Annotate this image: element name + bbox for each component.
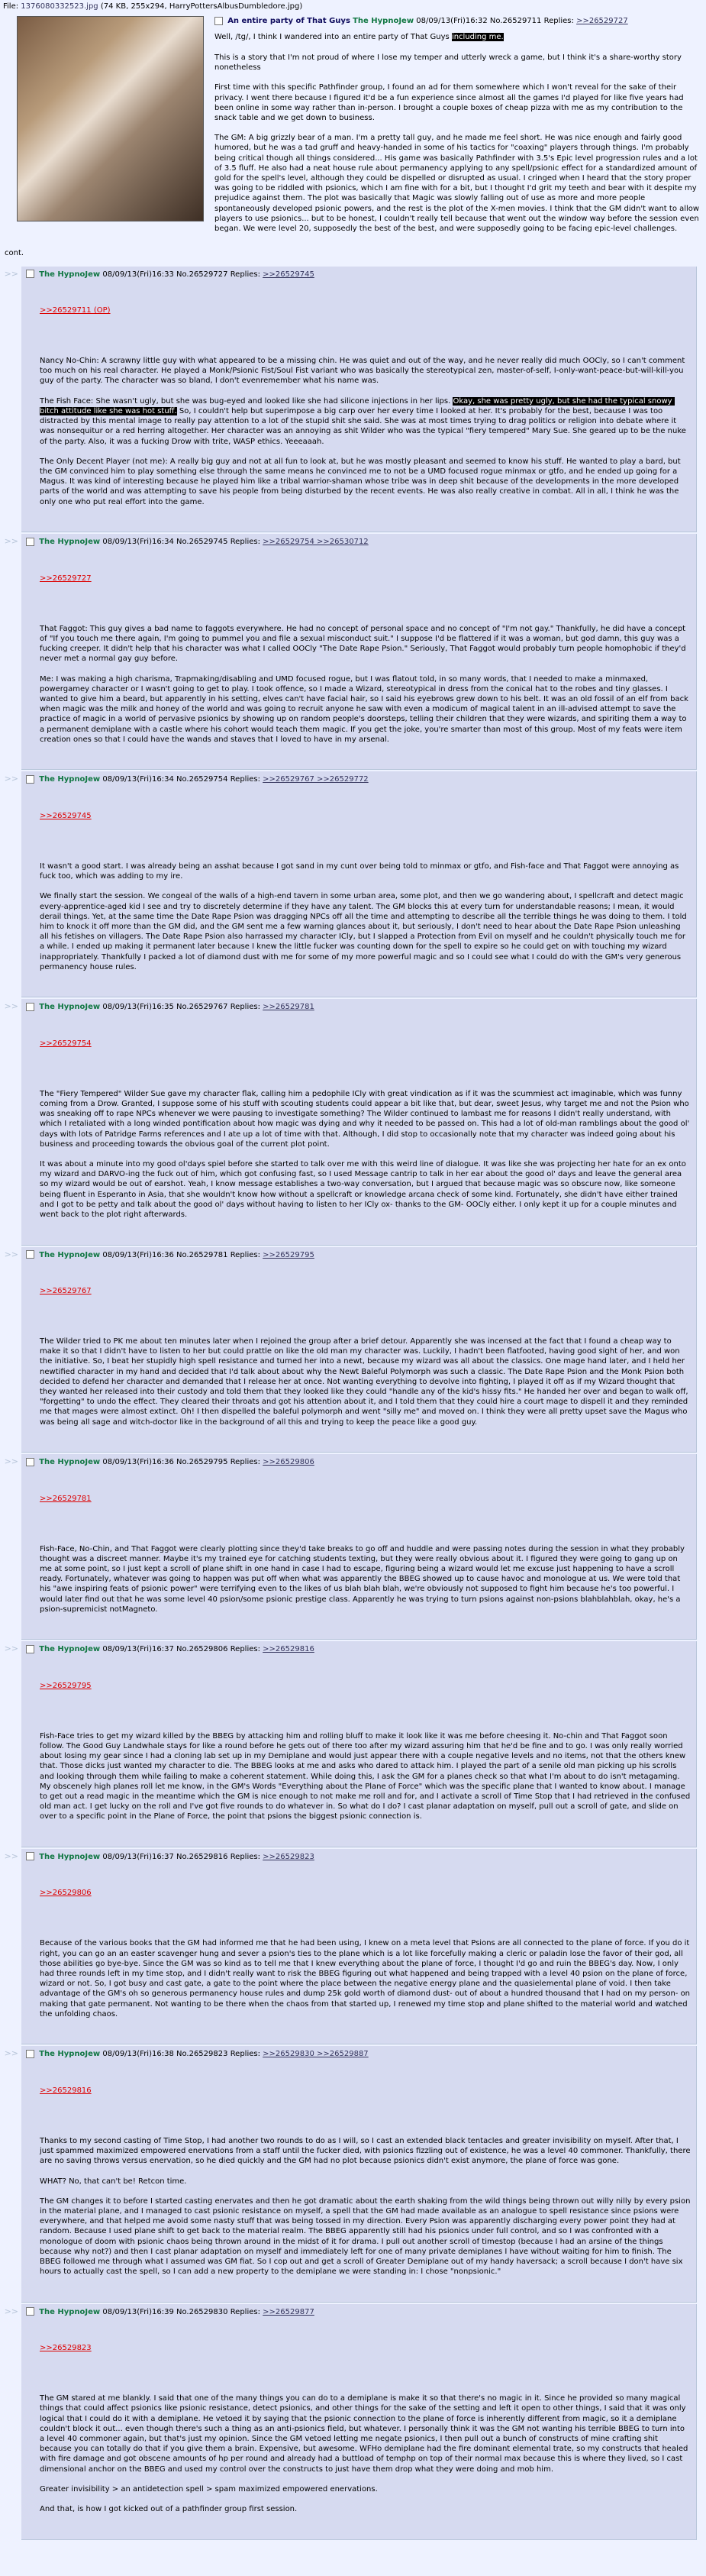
- reply-paragraph: We finally start the session. We congeal of the walls of a high-end tavern in some urban area, some plot, and then we go wandering about, I spellcraft and detect magic every-apprentice-aged kid I see and try to discretely determine if they have any talent. The GM blocks this at every turn for understandable reasons; I mean, it would derail things. Yet, at the same time the Date Rape Psion was dragging NPCs off all the time and attempting to describe all the terrible things he was doing to them. I told him to knock it off more than the GM did, and the GM sent me a few warning glances about it, but seriously, I don't need to hear about the Date Rape Psion unleashing all his fetishes on villagers. The Date Rape Psion also harrassed my character ICly, but I slapped a Protection from Evil on myself and he couldn't physically touch me for a while. I ended up making it permanent later because I knew the little fucker was counting down for the spell to expire so he could get on with touching my wizard inappropriately. Thankfully I packed a lot of diamond dust with me for some of my more powerful magic and so I could see what I could do with the GM's very generous permanency house rules.: [40, 892, 689, 971]
- reply-quote-link[interactable]: >>26529806: [40, 1889, 92, 1898]
- reply-datetime[interactable]: 08/09/13(Fri)16:33 No.26529727: [102, 270, 228, 279]
- reply-replies-link[interactable]: >>26529745: [263, 270, 314, 279]
- reply-name: The HypnoJew: [39, 1250, 101, 1259]
- reply-quote-link[interactable]: >>26529711 (OP): [40, 306, 111, 315]
- reply-replies-label: Replies:: [230, 2307, 260, 2316]
- reply-checkbox[interactable]: [26, 270, 34, 278]
- reply-checkbox[interactable]: [26, 2307, 34, 2316]
- reply-post: [21, 267, 697, 533]
- reply-arrow-icon: >>: [4, 774, 18, 784]
- reply-post: [21, 771, 697, 997]
- reply-paragraph: The GM changes it to before I started casting enervates and then he got dramatic about the earth shaking from the wild things being thrown out willy nilly by every psion in the material plane, and I managed to cast psionic resistance on myself, a spell that the GM had made available as an analogue to spell resistance since psions were everywhere, and that helped me avoid some nasty stuff that was being tossed in my direction. Every Psion was apparently discharging every power point they had at random. Because I used plane shift to get back to the material realm. The BBEG apparently still had his psionics under full control, and so I was confronted with a monologue of doom with psionic chaos being thrown around in the midst of it for drama. I pull out another scroll of timestop (because I had an arsine of the things because why not?) and then I cast planar adaptation on myself and immediately left for one of many private demiplanes I have without waiting for him to finish. The BBEG followed me through what I assumed was GM fiat. So I cop out and get a scroll of Greater Demiplane out of my handy haversack; a scroll because I don't have six hours to actually cast the spell, so I can add a new property to the demiplane we were standing in: I chose "nonpsionic.": [40, 2196, 693, 2277]
- op-para-3: First time with this specific Pathfinder group, I found an ad for them somewhere which I won't reveal for the sake of their privacy. I went there because I figured it'd be a fun experience since almost all the games I'd played for like five years had been online in some way rather than in-person. I brought a couple boxes of cheap pizza with me as my contribution to the snack table and we get down to business.: [214, 83, 684, 122]
- file-label: File:: [3, 2, 19, 11]
- reply-quote-link[interactable]: >>26529795: [40, 1681, 92, 1690]
- reply-paragraph: Fish-Face, No-Chin, and That Faggot were clearly plotting since they'd take breaks to go off and huddle and were passing notes during the session in what they probably thought was a discreet manner. Maybe it's my trained eye for catching students texting, but they were really obvious about it. I figured they were going to gang up on me at some point, so I just kept a scroll of plane shift in one hand in case I had to escape, figuring being a wizard would let me excuse just happening to have a scroll ready. Fortunately, whatever was going to happen was put off when what was apparently the BBEG showed up to cause havoc and monologue at us. We were told that his "awe inspiring feats of psionic power" were terrifying even to the likes of us blah blah blah, we're obviously not supposed to fight him because he's too powerful. I would later find out that he was some level 40 psion/some psionic prestige class. Apparently he was trying to turn psions against non-psions blahblahblah, okay, he's a psion-supremicist notMagneto.: [40, 1544, 688, 1614]
- reply-text: So, I couldn't help but superimpose a big carp over her every time I looked at her. It's probably for the best, because I was too distracted by this mental image to really pay attention to a lot of the stupid shit she said. She was at most times trying to drag politics or religion into debate where it was nonsequitur or a red herring altogether. Her character was an annoying as shit Wilder who was the typical "fiery tempered" Mary Sue. She geared up to be the nuke of the party. Also, it was a fucking Drow with trite, WASP ethics. Yeeeaaah.: [40, 406, 689, 446]
- reply-postinfo: [26, 1644, 691, 1654]
- reply-checkbox[interactable]: [26, 1250, 34, 1259]
- reply-message: [40, 553, 691, 764]
- reply-post: [21, 1641, 697, 1847]
- reply-wrapper: [0, 770, 706, 997]
- reply-paragraph: Me: I was making a high charisma, Trapmaking/disabling and UMD focused rogue, but I was flatout told, in so many words, that I needed to make a minmaxed, powergamey character or I wasn't going to get to play. I took offence, so I made a Wizard, stereotypical in dress from the conical hat to the robes and tiny glasses. I wanted to give him a beard, but apparently in his setting, elves can't have facial hair, so I said his eyebrows grew down to his belt. It was an old fossil of an elf from back when magic was the milk and honey of the world and was going to recruit anyone he saw with even a modicum of magical talent in an ill-advised attempt to save the practice of magic in a world of pervasive psionics by showing up on random people's doorsteps, telling their children that they were wizards, and spiriting them a way to a permanent demiplane with a castle where his cohort would teach them magic. If you get the joke, you're smarter than most of this group. Most of my feats were item creation ones so that I could have the wands and staves that I loved to have in my arsenal.: [40, 674, 691, 744]
- reply-arrow-icon: >>: [4, 2306, 18, 2316]
- reply-name: The HypnoJew: [39, 775, 101, 784]
- reply-quote-link[interactable]: >>26529781: [40, 1494, 92, 1503]
- reply-paragraph: Because of the various books that the GM had informed me that he had been using, I knew on a meta level that Psions are all connected to the plane of force. If you do it right, you can go an an easter scavenger hung and sever a psion's ties to the plane which is a lot like forcefully making a cleric or paladin lose the favor of their god, all those abilities go bye-bye. Since the GM was so kind as to tell me that I knew everything about the plane of force, I thought I'd go and ruin the BBEG's day. Now, I only had three rounds left in my time stop, and I didn't really want to risk the BBEG figuring out what happened and being trapped with a level 40 psion on the plane of force, wizard or not. So, I got busy and cast gate, a gate to the point where the place between the negative energy plane and the quasielemental plane of void. I then take advantage of the GM's oh so generous permanency house rules and dump 25k gold worth of diamond dust- out of about a hundred thousand that I had on my person- on making that gate permanent. Not wanting to be there when the chaos from that started up, I renewed my time stop and plane shifted to the material world and watched the unfolding chaos.: [40, 1939, 693, 2018]
- op-para-2: This is a story that I'm not proud of where I lose my temper and utterly wreck a game, but I think it's a share-worthy story nonetheless: [214, 53, 682, 72]
- file-meta: (74 KB, 255x294, HarryPottersAlbusDumbledore.jpg): [100, 2, 303, 11]
- reply-message: [40, 1018, 691, 1240]
- reply-replies-link[interactable]: >>26529767 >>26529772: [263, 775, 369, 784]
- op-replies-label: Replies:: [543, 17, 574, 26]
- reply-datetime[interactable]: 08/09/13(Fri)16:37 No.26529816: [102, 1852, 228, 1861]
- reply-replies-label: Replies:: [230, 270, 260, 279]
- op-name: The HypnoJew: [353, 17, 414, 26]
- reply-postinfo: [26, 2049, 691, 2059]
- reply-paragraph: It was about a minute into my good ol'days spiel before she started to talk over me with this weird line of dialogue. It was like she was projecting her hate for an ex onto my wizard and DARVO-ing the fuck out of him, which got confusing fast, so I used Message cantrip to talk in her ear about the good ol' days and leave the general area so my wizard would be out of earshot. Yeah, I know message establishes a two-way conversation, but I argued that because magic was so obscure now, like someone being fluent in Esperanto in Asia, that she wouldn't know how without a spellcraft or knowledge arcana check of some kind. Fortunately, she didn't have either trained and I got to be petty and talk about the good ol' days without having to listen to her ICly ox- thanks to the GM- OOCly either. I only kept it up for a couple minutes and went back to the plot right afterwards.: [40, 1160, 689, 1219]
- reply-quote-link[interactable]: >>26529816: [40, 2086, 92, 2095]
- reply-paragraph: WHAT? No, that can't be! Retcon time.: [40, 2177, 187, 2186]
- reply-arrow-icon: >>: [4, 1850, 18, 1861]
- reply-datetime[interactable]: 08/09/13(Fri)16:34 No.26529754: [102, 775, 228, 784]
- replies-container: [0, 265, 706, 2540]
- reply-datetime[interactable]: 08/09/13(Fri)16:36 No.26529781: [102, 1250, 228, 1259]
- reply-message: [40, 1473, 691, 1634]
- file-info: [0, 0, 706, 13]
- reply-quote-link[interactable]: >>26529754: [40, 1039, 92, 1048]
- file-link[interactable]: 1376080332523.jpg: [21, 2, 98, 11]
- reply-arrow-icon: >>: [4, 1249, 18, 1259]
- reply-replies-link[interactable]: >>26529795: [263, 1250, 314, 1259]
- reply-replies-link[interactable]: >>26529877: [263, 2307, 314, 2316]
- op-para-5: cont.: [5, 249, 24, 258]
- reply-replies-link[interactable]: >>26529754 >>26530712: [263, 538, 369, 547]
- reply-wrapper: [0, 2303, 706, 2540]
- reply-arrow-icon: >>: [4, 2048, 18, 2059]
- reply-paragraph: The Only Decent Player (not me): A really big guy and not at all fun to look at, but he was mostly pleasant and seemed to know his stuff. He wanted to play a bard, but the GM convinced him to play something else through the same means he convinced me to not be a UMD focused rogue minmax or gtfo, and he ended up going for a Magus. It was kind of interesting because he played him like a tribal warrior-shaman whose tribe was in deep shit because of the developments in the more developed parts of the world and was attempting to save his people from being disturbed by the recent events. He was also really creative in combat. All in all, I think he was the only one who put real effort into the game.: [40, 457, 683, 506]
- reply-datetime[interactable]: 08/09/13(Fri)16:37 No.26529806: [102, 1645, 228, 1654]
- reply-post: [21, 2046, 697, 2303]
- op-subject: An entire party of That Guys: [227, 17, 350, 26]
- reply-arrow-icon: >>: [4, 1001, 18, 1012]
- reply-checkbox[interactable]: [26, 1458, 34, 1466]
- reply-wrapper: [0, 265, 706, 533]
- reply-name: The HypnoJew: [39, 1645, 101, 1654]
- reply-message: [40, 2323, 691, 2535]
- reply-arrow-icon: >>: [4, 536, 18, 547]
- reply-replies-label: Replies:: [230, 538, 260, 547]
- reply-replies-link[interactable]: >>26529781: [263, 1003, 314, 1012]
- reply-postinfo: [26, 774, 691, 784]
- reply-wrapper: [0, 1453, 706, 1640]
- reply-checkbox[interactable]: [26, 2050, 34, 2058]
- reply-postinfo: [26, 1002, 691, 1012]
- reply-message: [40, 1868, 691, 2039]
- reply-paragraph: The GM stared at me blankly. I said that one of the many things you can do to a demiplane is make it so that there's no magic in it. Since he provided so many magical things that could affect psionics like psionic resistance, detect psionics, and other things for the sake of the setting and left it open to other things, I said that it was only logical that I could do it with a demiplane. He vetoed it by saying that the psionic connection to the plane of force is inherently different from magic, so it a demiplane couldn't block it out... even though there's such a thing as an anti-psionics field, but whatever. I personally think it was the GM not wanting his terrible BBEG to turn into a level 40 commoner again, but that's just my opinion. Since the GM vetoed letting me negate psionics, I then pull out a bunch of constructs of mine crafting shit because you can totally do that if you give them a brain. Expensive, but awesome. WFHo demiplane had the fire dominant elemental trate, so my constructs that healed with fire damage and got obscene amounts of hp per round and already had a buttload of temphp on top of their normal max because this is where they lived, so I cast dimensional anchor on the BBEG and used my control over the constructs to just have them drop what they were doing and mob him.: [40, 2394, 691, 2474]
- reply-wrapper: [0, 1246, 706, 1453]
- reply-arrow-icon: >>: [4, 1644, 18, 1654]
- reply-highlight: Okay, she was pretty ugly, but she had the typical snowy bitch attitude like she was hot stuff.: [40, 396, 675, 415]
- op-para-4: The GM: A big grizzly bear of a man. I'm a pretty tall guy, and he made me feel short. He was nice enough and fairly good humored, but he was a tad gruff and heavy-handed in some of his tactics for "coaxing" players through things. I'm probably being critical though all things considered... His game was basically Pathfinder with 3.5's Epic level progression rules and a lot of 3.5 fluff. He also had a neat house rule about permanency applying to any spell/psionic effect for a standardized amount of gold for the spell's level, although they could be dispelled or disrupted as usual. I cringed when I heard that the story proper was going to be riddled with psionics, which I am fine with for a bit, but I thought I'd grit my teeth and bear with it despite my prejudice against them. The plot was basically that Magic was slowly falling out of use as more and more people spontaneously developed psionic powers, and the rest is the plot of the X-men movies. I think that the GM didn't want to allow players to use psionics... but to be honest, I couldn't really tell because that went out the window way before the session even began. We were level 20, supposedly the best of the best, and were supposedly going to be facing epic-level challenges.: [214, 134, 700, 233]
- reply-name: The HypnoJew: [39, 2307, 101, 2316]
- reply-paragraph: Greater invisibility > an antidetection spell > spam maximized empowered enervations.: [40, 2484, 378, 2494]
- reply-paragraph: [40, 396, 691, 447]
- reply-post: [21, 999, 697, 1245]
- reply-datetime[interactable]: 08/09/13(Fri)16:39 No.26529830: [102, 2307, 228, 2316]
- reply-paragraph: And that, is how I got kicked out of a pathfinder group first session.: [40, 2505, 298, 2514]
- reply-checkbox[interactable]: [26, 775, 34, 784]
- reply-postinfo: [26, 537, 691, 547]
- reply-replies-label: Replies:: [230, 1250, 260, 1259]
- op-p1-highlight: including me.: [451, 33, 504, 42]
- reply-quote-link[interactable]: >>26529767: [40, 1287, 92, 1296]
- reply-paragraph: Thanks to my second casting of Time Stop, I had another two rounds to do as I will, so I cast an extended black tentacles and greater invisibility on myself. After that, I just spammed maximized empowered enervations from a staff until the fucker died, with psionics fizzling out of existence, he was a level 40 commoner. Thankfully, there are no saving throws versus enervation, so he died quickly and the GM had no plot because psionics didn't exist anymore, the plane of force was gone.: [40, 2136, 693, 2166]
- reply-replies-link[interactable]: >>26529816: [263, 1645, 314, 1654]
- reply-postinfo: [26, 1250, 691, 1260]
- reply-replies-link[interactable]: >>26529806: [263, 1458, 314, 1467]
- reply-postinfo: [26, 1457, 691, 1467]
- reply-checkbox[interactable]: [26, 1003, 34, 1011]
- op-datetime[interactable]: 08/09/13(Fri)16:32 No.26529711: [416, 17, 542, 26]
- reply-post: [21, 1454, 697, 1640]
- reply-wrapper: [0, 1640, 706, 1847]
- reply-name: The HypnoJew: [39, 2050, 101, 2059]
- reply-message: [40, 1661, 691, 1842]
- op-thumbnail[interactable]: [17, 16, 204, 221]
- reply-arrow-icon: >>: [4, 268, 18, 279]
- reply-paragraph: The Wilder tried to PK me about ten minutes later when I rejoined the group after a brief detour. Apparently she was incensed at the fact that I found a cheap way to make it so that I didn't have to listen to her but could prattle on like the old man my character was. Luckily, I hadn't been flatfooted, having good sight of her, and won the initiative. So, I beat her stupidly high spell resistance and turned her into a newt, because my wizard was all about the classics. One mage hand later, and I held her newtified character in my hand and decided that I'd talk about about why the Newt Baleful Polymorph was such a classic. The Date Rape Psion and the Monk Psion both decided to defend her character and demanded that I release her at once. Not wanting everything to devolve into fighting, I played it off as if my Wizard thought that they wanted her released into their custody and told them that they looked like they could "handle any of the kid's hissy fits." He handed her over and began to walk off, "forgetting" to undo the effect. They cleared their throats and got his attention about it, and I told them that they could hire a court mage to dispell it and they reminded me that mages were almost extinct. Oh! I then dispelled the baleful polymorph and went "silly me" and moved on. I think they were all pretty upset save the Magus who was being all sage and witch-doctor like in the background of all this and trying to keep the peace like a good guy.: [40, 1337, 691, 1427]
- reply-checkbox[interactable]: [26, 538, 34, 546]
- reply-quote-link[interactable]: >>26529727: [40, 574, 92, 583]
- reply-replies-label: Replies:: [230, 775, 260, 784]
- reply-wrapper: [0, 2044, 706, 2303]
- reply-paragraph: That Faggot: This guy gives a bad name to faggots everywhere. He had no concept of personal space and no concept of "I'm not gay." Thankfully, he did have a concept of "If you touch me there again, I'm going to pummel you and file a sexual misconduct suit." I suppose I'd be flattered if it was a woman, but god damn, this guy was a fucking creeper. It didn't help that his character was what I called OOCly "The Date Rape Psion." Seriously, That Faggot would probably turn people homophobic if they'd never met a normal gay guy before.: [40, 624, 688, 664]
- reply-message: [40, 1266, 691, 1447]
- op-checkbox[interactable]: [214, 17, 223, 25]
- reply-wrapper: [0, 997, 706, 1245]
- reply-replies-link[interactable]: >>26529823: [263, 1852, 314, 1861]
- reply-paragraph: The "Fiery Tempered" Wilder Sue gave my character flak, calling him a pedophile ICly with great vindication as if it was the scummiest act imaginable, which was funny coming from a Drow. Granted, I suppose some of his stuff with scouting students could appear a bit like that, but dear, sweet Jesus, why target me and not the Psion who was sneaking off to rape NPCs whenever we were pausing to investigate something? The Wilder continued to lambast me for reasons I didn't really understand, with which I retaliated with a long winded pontification about how magic was dying and why it needed to be passed on. This had a lot of old-man ramblings about the good ol' days with lots of Patridge Farms references and I ate up a lot of time with that. Although, I did stop to occasionally note that my character was indeed going about his business and proceeding towards the obvious goal of the current plot point.: [40, 1089, 692, 1149]
- reply-datetime[interactable]: 08/09/13(Fri)16:36 No.26529795: [102, 1458, 228, 1467]
- reply-post: [21, 2304, 697, 2540]
- reply-postinfo: [26, 1852, 691, 1862]
- op-p1-text: Well, /tg/, I think I wandered into an entire party of That Guys: [214, 33, 452, 42]
- op-post: [0, 13, 706, 264]
- reply-wrapper: [0, 1847, 706, 2044]
- reply-name: The HypnoJew: [39, 1003, 101, 1012]
- reply-postinfo: [26, 2307, 691, 2317]
- reply-paragraph: Fish-Face tries to get my wizard killed by the BBEG by attacking him and rolling bluff to make it look like it was me before cheesing it. No-chin and That Faggot soon follow. The Good Guy Landwhale stays for like a round before he gets out of there too after my wizard assuring him that he'd be fine and to go. I was only really worried about losing my gear since I had a cloning lab set up in my Demiplane and would just appear there with a couple negative levels and no items, not that the others knew that. Those dicks just wanted my character to die. The BBEG looks at me and asks who dared to attack him. I played the part of a senile old man picking up his scrolls and looking through them while failing to make a coherent statement. While doing this, I ask the GM for a planes check so that what I'm about to do isn't metagaming. My obscenely high planes roll let me know, in the GM's Words "Everything about the Plane of Force" which was the specific plane that I wanted to know about. I manage to get out a read magic in the meantime which the GM is nice enough to not make me roll and for, and I activate a scroll of Time Stop that I had retrieved in the confused old man act. I get lucky on the roll and I've got five rounds to do whatever in. So what do I do? I cast planar adaptation on myself, pull out a scroll of gate, and slide on over to a specific point in the Plane of Force, the point that psions the biggest psionic connection is.: [40, 1731, 693, 1821]
- reply-post: [21, 1849, 697, 2044]
- reply-name: The HypnoJew: [39, 270, 101, 279]
- reply-quote-link[interactable]: >>26529745: [40, 811, 92, 820]
- reply-replies-label: Replies:: [230, 2050, 260, 2059]
- reply-datetime[interactable]: 08/09/13(Fri)16:34 No.26529745: [102, 538, 228, 547]
- reply-datetime[interactable]: 08/09/13(Fri)16:35 No.26529767: [102, 1003, 228, 1012]
- op-replies-link[interactable]: >>26529727: [576, 17, 628, 26]
- reply-message: [40, 791, 691, 993]
- reply-replies-label: Replies:: [230, 1458, 260, 1467]
- reply-checkbox[interactable]: [26, 1645, 34, 1653]
- reply-replies-label: Replies:: [230, 1852, 260, 1861]
- reply-paragraph: It wasn't a good start. I was already being an asshat because I got sand in my cunt over being told to minmax or gtfo, and Fish-face and That Faggot were annoying as fuck too, which was adding to my ire.: [40, 861, 682, 881]
- reply-paragraph: Nancy No-Chin: A scrawny little guy with what appeared to be a missing chin. He was quiet and out of the way, and he never really did much OOCly, so I can't comment too much on his real character. He played a Monk/Psionic Fist/Soul Fist variant who was basically the stereotypical zen, master-of-self, I-only-want-peace-but-will-kill-you guy of the party. The character was so bland, I don't evenremember what his name was.: [40, 357, 688, 386]
- reply-post: [21, 1247, 697, 1453]
- reply-replies-label: Replies:: [230, 1003, 260, 1012]
- reply-name: The HypnoJew: [39, 1852, 101, 1861]
- reply-quote-link[interactable]: >>26529823: [40, 2344, 92, 2353]
- reply-text: The Fish Face: She wasn't ugly, but she was bug-eyed and looked like she had silicone injections in her lips.: [40, 396, 453, 406]
- reply-datetime[interactable]: 08/09/13(Fri)16:38 No.26529823: [102, 2050, 228, 2059]
- reply-replies-label: Replies:: [230, 1645, 260, 1654]
- reply-postinfo: [26, 270, 691, 280]
- reply-name: The HypnoJew: [39, 1458, 101, 1467]
- reply-checkbox[interactable]: [26, 1852, 34, 1860]
- reply-wrapper: [0, 532, 706, 770]
- reply-message: [40, 286, 691, 528]
- reply-replies-link[interactable]: >>26529830 >>26529887: [263, 2050, 369, 2059]
- reply-message: [40, 2065, 691, 2296]
- reply-post: [21, 534, 697, 770]
- reply-arrow-icon: >>: [4, 1456, 18, 1467]
- reply-name: The HypnoJew: [39, 538, 101, 547]
